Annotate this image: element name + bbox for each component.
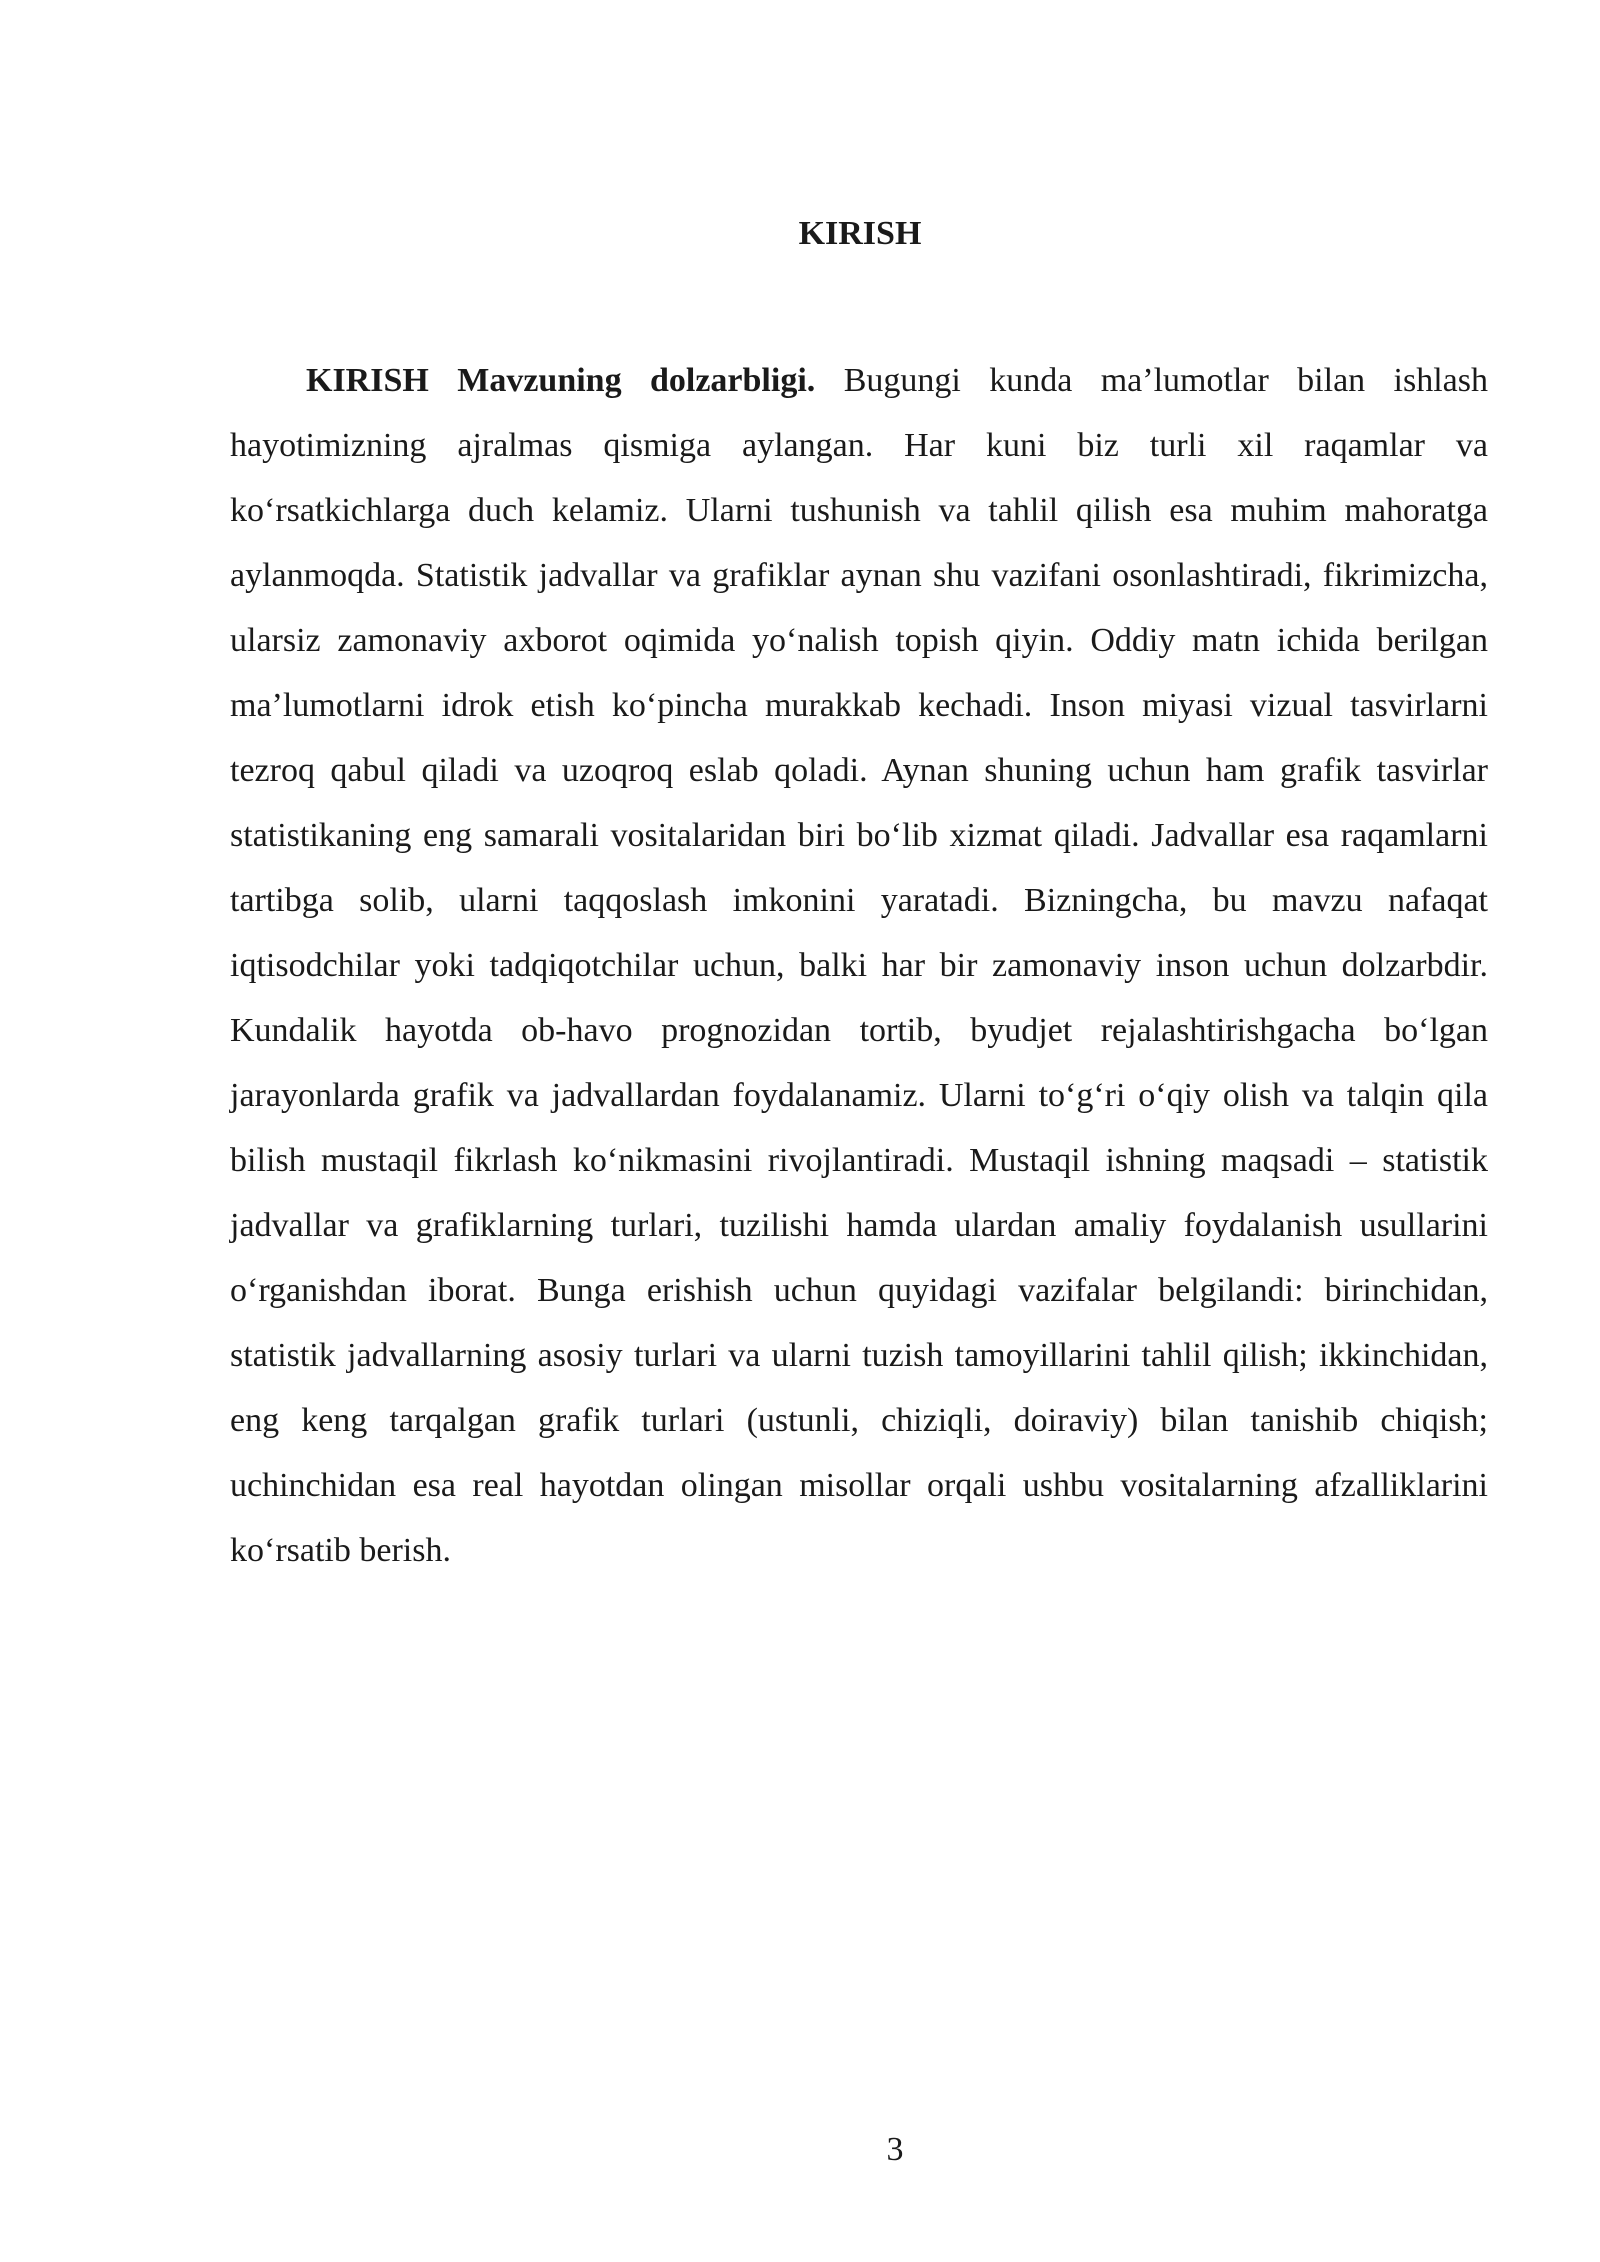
page-heading: KIRISH [798,215,922,252]
paragraph-lead: KIRISH Mavzuning dolzarbligi. [306,362,816,399]
paragraph-text: Bugungi kunda ma’lumotlar bilan ishlash hayotimizning ajralmas qismiga aylangan. Har kuni biz turli xil raqamlar va ko‘rsatkichlarga duch kelamiz. Ularni tushunish va tahlil qilish esa muhim mahoratga aylanmoqda. Statistik jadvallar va grafiklar aynan shu vazifani osonlashtiradi, fikrimizcha, ularsiz zamonaviy axborot oqimida yo‘nalish topish qiyin. Oddiy matn ichida berilgan ma’lumotlarni idrok etish ko‘pincha murakkab kechadi. Inson miyasi vizual tasvirlarni tezroq qabul qiladi va uzoqroq eslab qoladi. Aynan shuning uchun ham grafik tasvirlar statistikaning eng samarali vositalaridan biri bo‘lib xizmat qiladi. Jadvallar esa raqamlarni tartibga solib, ularni taqqoslash imkonini yaratadi. Bizningcha, bu mavzu nafaqat iqtisodchilar yoki tadqiqotchilar uchun, balki har bir zamonaviy inson uchun dolzarbdir. Kundalik hayotda ob-havo prognozidan tortib, byudjet rejalashtirishgacha bo‘lgan jarayonlarda grafik va jadvallardan foydalanamiz. Ularni to‘g‘ri o‘qiy olish va talqin qila bilish mustaqil fikrlash ko‘nikmasini rivojlantiradi. Mustaqil ishning maqsadi – statistik jadvallar va grafiklarning turlari, tuzilishi hamda ulardan amaliy foydalanish usullarini o‘rganishdan iborat. Bunga erishish uchun quyidagi vazifalar belgilandi: birinchidan, statistik jadvallarning asosiy turlari va ularni tuzish tamoyillarini tahlil qilish; ikkinchidan, eng keng tarqalgan grafik turlari (ustunli, chiziqli, doiraviy) bilan tanishib chiqish; uchinchidan esa real hayotdan olingan misollar orqali ushbu vositalarning afzalliklarini ko‘rsatib berish. [230,362,1489,1569]
introduction-paragraph [230,348,1488,1583]
page-number: 3 [886,2131,904,2168]
